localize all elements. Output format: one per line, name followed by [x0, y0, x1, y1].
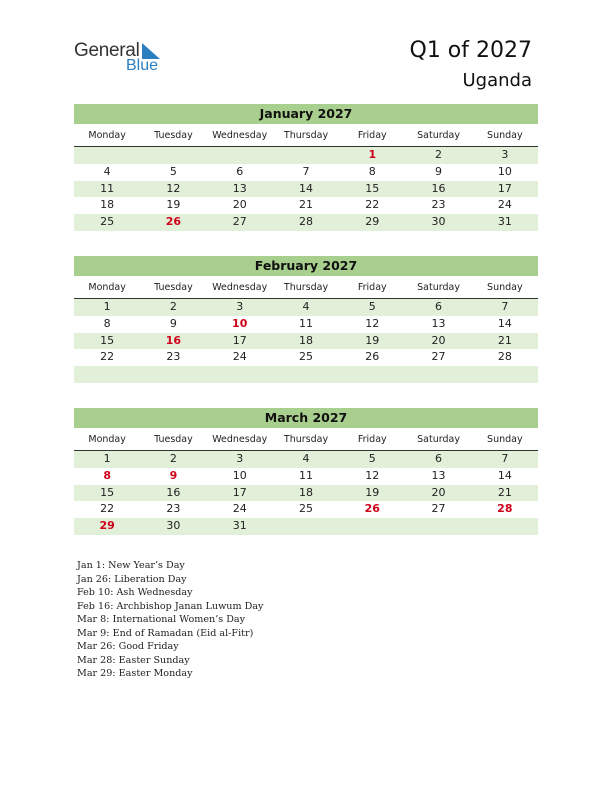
- month-calendar-march: [74, 408, 538, 535]
- day-cell: 29: [99, 519, 115, 533]
- day-cell: 21: [298, 198, 313, 212]
- day-cell: 27: [431, 350, 446, 364]
- day-cell: [273, 366, 339, 383]
- day-cell: 15: [365, 181, 380, 195]
- day-cell: 2: [435, 148, 443, 161]
- day-cell: 17: [497, 181, 512, 195]
- day-cell: 12: [365, 316, 380, 330]
- weekday-label: Tuesday: [154, 282, 193, 293]
- day-cell: 28: [298, 215, 313, 229]
- day-cell: [273, 518, 339, 535]
- holiday-list-item: Mar 26: Good Friday: [77, 641, 179, 652]
- holiday-list-item: Mar 28: Easter Sunday: [77, 654, 190, 666]
- week-row: [74, 164, 538, 181]
- day-cell: 20: [431, 333, 446, 347]
- day-cell: [339, 518, 405, 535]
- weekday-header-row: [74, 129, 538, 147]
- day-cell: 5: [368, 300, 376, 313]
- weekday-label: Sunday: [487, 130, 523, 141]
- day-cell: 15: [100, 485, 115, 499]
- weekday-label: Monday: [88, 282, 126, 293]
- week-row: [74, 214, 538, 231]
- weekday-label: Monday: [88, 130, 126, 141]
- day-cell: 24: [232, 350, 247, 364]
- day-cell: 4: [302, 300, 310, 313]
- day-cell: 17: [232, 333, 247, 347]
- day-cell: 1: [368, 148, 377, 161]
- day-cell: 15: [100, 333, 115, 347]
- weekday-label: Monday: [88, 434, 126, 445]
- weekday-label: Thursday: [283, 282, 329, 293]
- week-row: [74, 299, 538, 316]
- day-cell: 11: [298, 468, 313, 482]
- holiday-list: [77, 559, 263, 681]
- day-cell: 30: [431, 215, 446, 229]
- weekday-label: Friday: [357, 130, 387, 141]
- day-cell: [207, 366, 273, 383]
- day-cell: 24: [497, 198, 512, 212]
- day-cell: 14: [497, 468, 512, 482]
- day-cell: 10: [232, 316, 248, 330]
- week-row: [74, 147, 538, 164]
- month-header: March 2027: [74, 408, 538, 428]
- day-cell: 12: [166, 181, 181, 195]
- day-cell: 4: [302, 452, 310, 465]
- day-cell: 11: [298, 316, 313, 330]
- month-header: February 2027: [74, 256, 538, 276]
- day-cell: 26: [364, 502, 380, 516]
- weekday-header-row: [74, 281, 538, 299]
- day-cell: 18: [298, 485, 313, 499]
- day-cell: 20: [232, 198, 247, 212]
- day-cell: [140, 147, 206, 164]
- day-cell: 23: [166, 502, 181, 516]
- weekday-label: Friday: [357, 434, 387, 445]
- weekday-label: Sunday: [487, 434, 523, 445]
- day-cell: 25: [100, 215, 115, 229]
- weekday-label: Tuesday: [154, 130, 193, 141]
- day-cell: 19: [365, 333, 380, 347]
- day-cell: 2: [169, 452, 177, 465]
- day-cell: [472, 366, 538, 383]
- day-cell: 22: [100, 502, 115, 516]
- week-row: [74, 197, 538, 214]
- day-cell: 2: [169, 300, 177, 313]
- day-cell: 11: [100, 181, 115, 195]
- day-cell: 1: [103, 452, 111, 465]
- weekday-header-row: [74, 433, 538, 451]
- day-cell: 9: [435, 164, 443, 178]
- day-cell: 28: [497, 350, 512, 364]
- day-cell: 9: [169, 316, 177, 330]
- day-cell: 21: [497, 333, 512, 347]
- day-cell: 14: [298, 181, 313, 195]
- day-cell: 31: [232, 519, 247, 533]
- week-row: [74, 468, 538, 485]
- day-cell: 20: [431, 485, 446, 499]
- month-header: January 2027: [74, 104, 538, 124]
- day-cell: 8: [103, 316, 111, 330]
- holiday-list-item: Mar 29: Easter Monday: [77, 668, 193, 679]
- day-cell: 26: [365, 350, 380, 364]
- day-cell: 14: [497, 316, 512, 330]
- day-cell: 25: [298, 502, 313, 516]
- day-cell: 7: [302, 164, 310, 178]
- day-cell: 16: [431, 181, 446, 195]
- country-name: Uganda: [462, 70, 532, 91]
- weekday-label: Friday: [357, 282, 387, 293]
- day-cell: 13: [431, 316, 446, 330]
- day-cell: 3: [501, 148, 509, 161]
- day-cell: 22: [365, 198, 380, 212]
- day-cell: 19: [166, 198, 181, 212]
- day-cell: 18: [100, 198, 115, 212]
- day-cell: [207, 147, 273, 164]
- day-cell: 18: [298, 333, 313, 347]
- day-cell: 19: [365, 485, 380, 499]
- day-cell: 13: [232, 181, 247, 195]
- day-cell: 8: [103, 468, 111, 482]
- day-cell: 13: [431, 468, 446, 482]
- weekday-label: Thursday: [283, 434, 329, 445]
- weekday-label: Wednesday: [212, 130, 268, 141]
- day-cell: 16: [166, 485, 181, 499]
- day-cell: 30: [166, 519, 181, 533]
- day-cell: 23: [431, 198, 446, 212]
- day-cell: [273, 147, 339, 164]
- day-cell: 9: [169, 468, 178, 482]
- day-cell: 12: [365, 468, 380, 482]
- day-cell: 22: [100, 350, 115, 364]
- page-title: Q1 of 2027: [409, 38, 532, 63]
- day-cell: [405, 366, 471, 383]
- weekday-label: Saturday: [417, 434, 460, 445]
- day-cell: 21: [497, 485, 512, 499]
- day-cell: 6: [435, 300, 443, 313]
- day-cell: [405, 518, 471, 535]
- day-cell: 27: [431, 502, 446, 516]
- day-cell: [74, 366, 140, 383]
- day-cell: 26: [165, 215, 182, 229]
- day-cell: 27: [232, 215, 247, 229]
- week-row: [74, 501, 538, 518]
- weekday-label: Tuesday: [154, 434, 193, 445]
- day-cell: 7: [501, 452, 509, 465]
- day-cell: 6: [435, 452, 443, 465]
- day-cell: 1: [103, 300, 111, 313]
- week-row: [74, 349, 538, 366]
- weekday-label: Thursday: [283, 130, 329, 141]
- day-cell: 3: [236, 300, 244, 313]
- week-row: [74, 518, 538, 535]
- day-cell: [472, 518, 538, 535]
- day-cell: 10: [497, 164, 512, 178]
- day-cell: [339, 366, 405, 383]
- week-row: [74, 485, 538, 502]
- logo-blue-text: Blue: [126, 57, 159, 74]
- logo: [74, 40, 174, 80]
- month-calendar-january: [74, 104, 538, 231]
- day-cell: 4: [103, 164, 111, 178]
- day-cell: 16: [165, 333, 182, 347]
- day-cell: 28: [497, 502, 513, 516]
- day-cell: [140, 366, 206, 383]
- weekday-label: Wednesday: [212, 282, 268, 293]
- day-cell: 8: [368, 164, 376, 178]
- day-cell: 31: [497, 215, 512, 229]
- month-calendar-february: [74, 256, 538, 383]
- logo-general-text: General: [74, 40, 140, 61]
- week-row: [74, 451, 538, 468]
- day-cell: 5: [368, 452, 376, 465]
- day-cell: 3: [236, 452, 244, 465]
- day-cell: [74, 147, 140, 164]
- holiday-list-item: Mar 9: End of Ramadan (Eid al-Fitr): [77, 627, 254, 639]
- day-cell: 7: [501, 300, 509, 313]
- day-cell: 25: [298, 350, 313, 364]
- holiday-list-item: Feb 10: Ash Wednesday: [77, 587, 193, 598]
- day-cell: 17: [232, 485, 247, 499]
- week-row: [74, 316, 538, 333]
- weekday-label: Saturday: [417, 130, 460, 141]
- weekday-label: Sunday: [487, 282, 523, 293]
- holiday-list-item: Jan 26: Liberation Day: [77, 573, 187, 585]
- week-row: [74, 181, 538, 198]
- holiday-list-item: Mar 8: International Women’s Day: [77, 614, 246, 625]
- week-row: [74, 333, 538, 350]
- holiday-list-item: Jan 1: New Year’s Day: [77, 560, 185, 571]
- day-cell: 23: [166, 350, 181, 364]
- day-cell: 29: [365, 215, 380, 229]
- day-cell: 10: [232, 468, 247, 482]
- weekday-label: Saturday: [417, 282, 460, 293]
- week-row: [74, 366, 538, 383]
- holiday-list-item: Feb 16: Archbishop Janan Luwum Day: [77, 600, 264, 612]
- day-cell: 6: [236, 164, 244, 178]
- weekday-label: Wednesday: [212, 434, 268, 445]
- day-cell: 5: [169, 164, 177, 178]
- day-cell: 24: [232, 502, 247, 516]
